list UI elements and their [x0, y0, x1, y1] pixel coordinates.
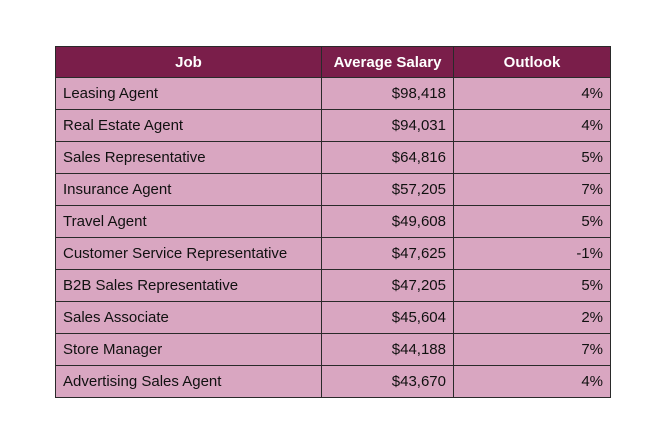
column-header-outlook: Outlook: [454, 47, 611, 78]
table-row: [56, 366, 611, 398]
cell-outlook: 7%: [454, 174, 611, 206]
column-header-average-salary: Average Salary: [322, 47, 454, 78]
cell-job: Travel Agent: [56, 206, 322, 238]
cell-job: Sales Representative: [56, 142, 322, 174]
cell-salary: $45,604: [322, 302, 454, 334]
table-row: [56, 174, 611, 206]
cell-salary: $57,205: [322, 174, 454, 206]
cell-job: Customer Service Representative: [56, 238, 322, 270]
table-row: [56, 206, 611, 238]
cell-salary: $94,031: [322, 110, 454, 142]
cell-salary: $43,670: [322, 366, 454, 398]
cell-salary: $47,625: [322, 238, 454, 270]
cell-job: Store Manager: [56, 334, 322, 366]
cell-outlook: 2%: [454, 302, 611, 334]
table-row: [56, 270, 611, 302]
column-header-job: Job: [56, 47, 322, 78]
cell-salary: $47,205: [322, 270, 454, 302]
salary-table-container: [55, 46, 611, 398]
cell-job: Leasing Agent: [56, 78, 322, 110]
cell-salary: $64,816: [322, 142, 454, 174]
table-row: [56, 334, 611, 366]
cell-salary: $44,188: [322, 334, 454, 366]
salary-table: [55, 46, 611, 398]
cell-job: B2B Sales Representative: [56, 270, 322, 302]
cell-job: Advertising Sales Agent: [56, 366, 322, 398]
table-row: [56, 238, 611, 270]
cell-outlook: 4%: [454, 78, 611, 110]
table-body: [56, 78, 611, 398]
cell-salary: $49,608: [322, 206, 454, 238]
cell-outlook: 4%: [454, 366, 611, 398]
cell-outlook: 4%: [454, 110, 611, 142]
cell-job: Sales Associate: [56, 302, 322, 334]
table-row: [56, 110, 611, 142]
table-header: [56, 47, 611, 78]
cell-salary: $98,418: [322, 78, 454, 110]
table-row: [56, 78, 611, 110]
cell-job: Real Estate Agent: [56, 110, 322, 142]
cell-outlook: 5%: [454, 142, 611, 174]
cell-outlook: -1%: [454, 238, 611, 270]
cell-job: Insurance Agent: [56, 174, 322, 206]
table-row: [56, 302, 611, 334]
header-row: [56, 47, 611, 78]
cell-outlook: 5%: [454, 270, 611, 302]
table-row: [56, 142, 611, 174]
cell-outlook: 7%: [454, 334, 611, 366]
cell-outlook: 5%: [454, 206, 611, 238]
